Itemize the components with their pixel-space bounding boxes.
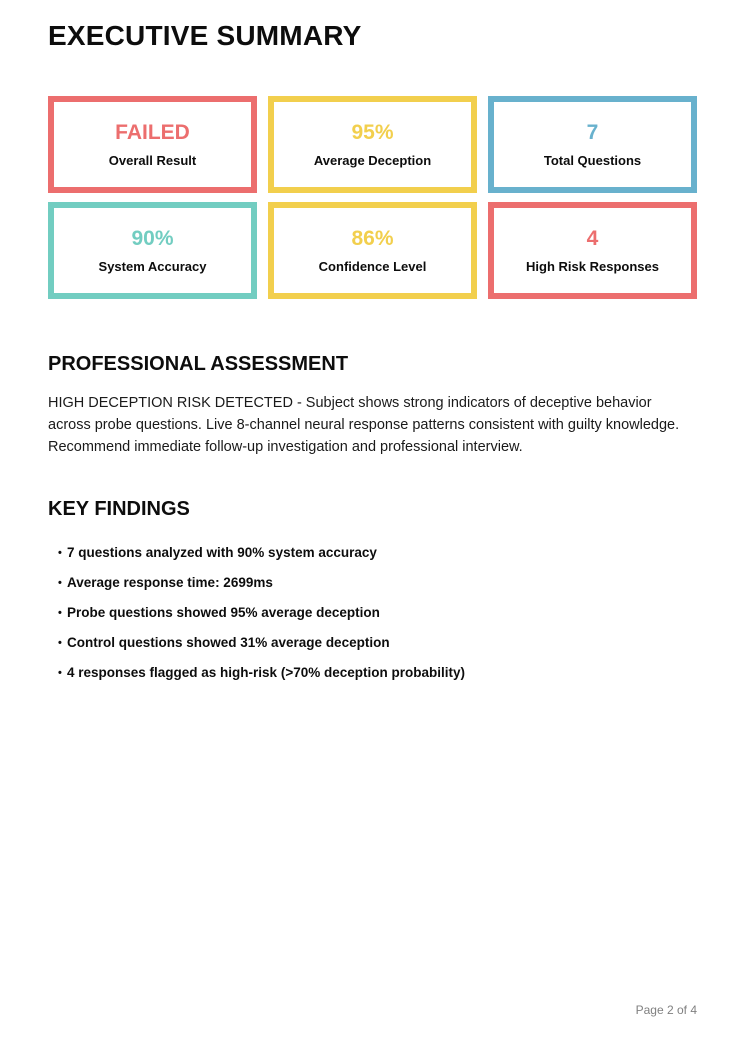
bullet-icon: •	[58, 607, 62, 619]
metric-label: High Risk Responses	[526, 259, 659, 274]
assessment-body: HIGH DECEPTION RISK DETECTED - Subject shows strong indicators of deceptive behavior across probe questions. Live 8-channel neural response patterns consistent with guilty knowledge. Recommend immediate follow-up investigation and professional interview.	[48, 395, 680, 455]
assessment-heading: PROFESSIONAL ASSESSMENT	[48, 353, 349, 375]
metric-value: 90%	[131, 227, 174, 250]
metric-label: Confidence Level	[318, 259, 427, 274]
finding-text: Probe questions showed 95% average deception	[67, 605, 380, 620]
bullet-icon: •	[58, 667, 62, 679]
bullet-icon: •	[58, 547, 62, 559]
finding-text: 7 questions analyzed with 90% system accuracy	[67, 545, 377, 560]
metric-value: 4	[586, 227, 599, 250]
metric-label: Overall Result	[108, 153, 197, 168]
finding-text: 4 responses flagged as high-risk (>70% deception probability)	[67, 665, 465, 680]
finding-text: Average response time: 2699ms	[67, 575, 273, 590]
bullet-icon: •	[58, 577, 62, 589]
metric-card-overall-result	[48, 96, 257, 193]
bullet-icon: •	[58, 637, 62, 649]
metric-card-average-deception	[268, 96, 477, 193]
metric-card-system-accuracy	[48, 202, 257, 299]
finding-item	[58, 598, 697, 628]
page-number: Page 2 of 4	[635, 1003, 697, 1017]
finding-item	[58, 628, 697, 658]
finding-item	[58, 568, 697, 598]
metric-label: System Accuracy	[98, 259, 207, 274]
metric-value: 86%	[351, 227, 394, 250]
finding-text: Control questions showed 31% average deception	[67, 635, 390, 650]
key-findings-list	[48, 538, 697, 688]
metric-label: Average Deception	[313, 153, 432, 168]
metric-value: 95%	[351, 121, 394, 144]
metric-value: FAILED	[115, 121, 190, 144]
key-findings-heading: KEY FINDINGS	[48, 498, 190, 520]
finding-item	[58, 658, 697, 688]
metric-card-confidence-level	[268, 202, 477, 299]
metric-card-total-questions	[488, 96, 697, 193]
metric-label: Total Questions	[543, 153, 642, 168]
metric-value: 7	[586, 121, 599, 144]
finding-item	[58, 538, 697, 568]
metric-card-high-risk-responses	[488, 202, 697, 299]
page-title: EXECUTIVE SUMMARY	[48, 20, 362, 51]
metrics-grid	[48, 96, 697, 299]
